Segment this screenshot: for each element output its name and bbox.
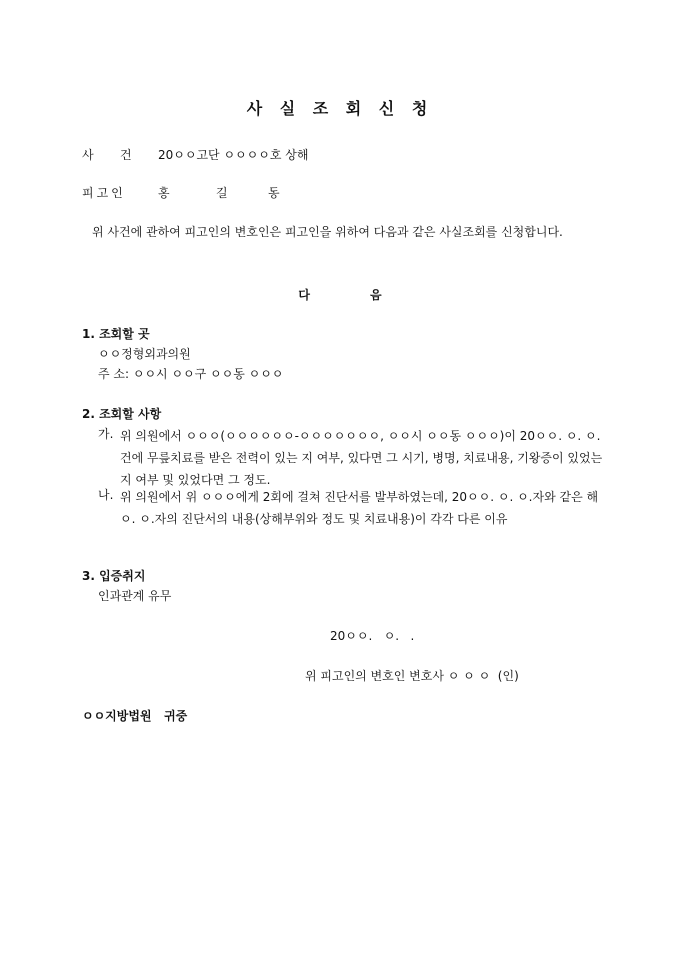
following-char-1: 다 [298, 288, 310, 302]
following-heading [0, 286, 680, 303]
intro-paragraph: 위 사건에 관하여 피고인의 변호인은 피고인을 위하여 다음과 같은 사실조회를 신청합니다. [92, 225, 563, 239]
item-2-text: 위 의원에서 위 ㅇㅇㅇ에게 2회에 걸쳐 진단서를 발부하였는데, 20ㅇㅇ. ㅇ. ㅇ.자와 같은 해 ㅇ. ㅇ.자의 진단서의 내용(상해부위와 정도 및 치료내용)이 각각 다른 이유 [120, 490, 599, 526]
item-1-marker: 가. [98, 427, 114, 441]
section-3-heading: 3. 입증취지 [82, 569, 146, 583]
defendant-name-char-1: 홍 [158, 186, 170, 200]
case-label-char-2: 건 [120, 148, 132, 162]
court-addressee: ㅇㅇ지방법원 귀중 [82, 709, 188, 723]
item-2-marker: 나. [98, 488, 114, 502]
document-title: 사 실 조 회 신 청 [246, 99, 434, 118]
query-target-name: ㅇㅇ정형외과의원 [98, 347, 191, 361]
case-label-char-1: 사 [82, 148, 94, 162]
section-2-heading: 2. 조회할 사항 [82, 407, 162, 421]
following-char-2: 음 [370, 288, 382, 302]
defendant-name-char-2: 길 [216, 186, 228, 200]
section-1-heading: 1. 조회할 곳 [82, 327, 150, 341]
signature-line: 위 피고인의 변호인 변호사 ㅇ ㅇ ㅇ (인) [305, 669, 519, 683]
query-target-address: 주 소: ㅇㅇ시 ㅇㅇ구 ㅇㅇ동 ㅇㅇㅇ [98, 367, 284, 381]
case-number: 20ㅇㅇ고단 ㅇㅇㅇㅇ호 상해 [158, 148, 309, 162]
proof-purpose: 인과관계 유무 [98, 589, 172, 603]
filing-date: 20ㅇㅇ. ㅇ. . [330, 629, 415, 643]
defendant-name-char-3: 동 [268, 186, 280, 200]
defendant-label: 피고인 [82, 186, 126, 200]
item-1-text: 위 의원에서 ㅇㅇㅇ(ㅇㅇㅇㅇㅇㅇ-ㅇㅇㅇㅇㅇㅇㅇ, ㅇㅇ시 ㅇㅇ동 ㅇㅇㅇ)이 20ㅇㅇ. ㅇ. ㅇ. 건에 무릎치료를 받은 전력이 있는 지 여부, 있다면 그 시기, 병명, 치료내용, 기왕증이 있었는지 여부 및 있었다면 그 정도. [120, 429, 603, 487]
